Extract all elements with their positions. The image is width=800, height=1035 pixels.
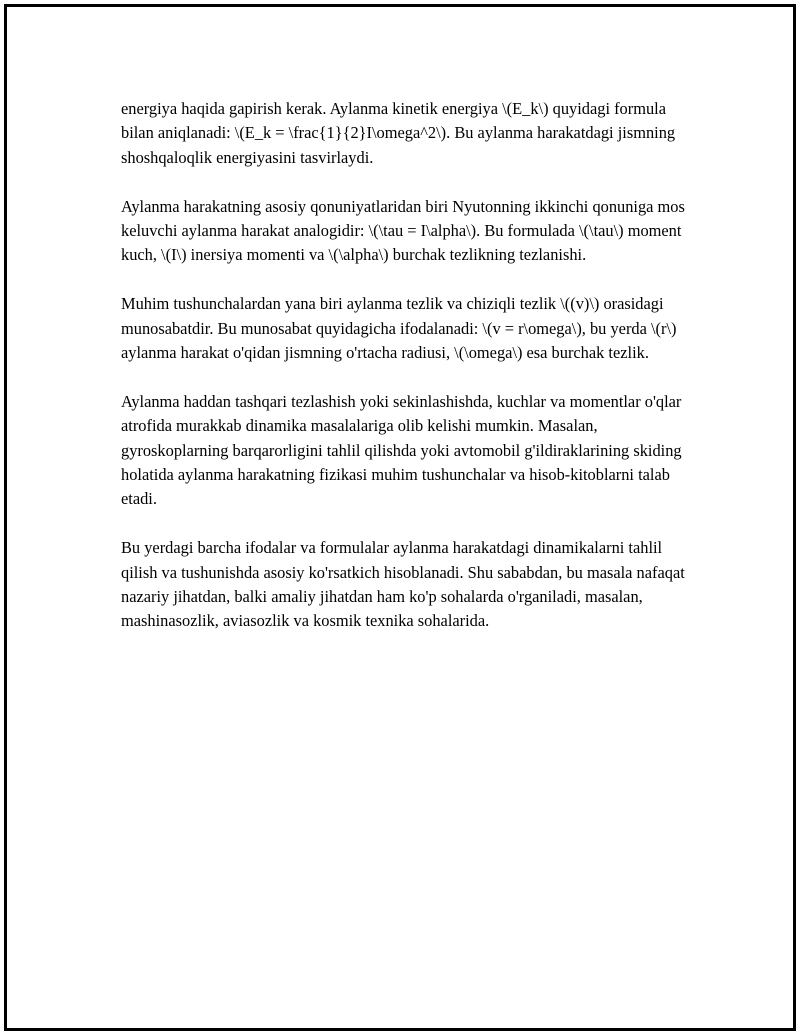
paragraph-2: Aylanma harakatning asosiy qonuniyatlaridan biri Nyutonning ikkinchi qonuniga mos keluvchi aylanma harakat analogidir: \(\tau = I\alpha\). Bu formulada \(\tau\) moment kuch, \(I\) inersiya momenti va \(\alpha\) burchak tezlikning tezlanishi.: [121, 196, 685, 265]
page-frame: [4, 4, 796, 1031]
paragraph-1: energiya haqida gapirish kerak. Aylanma kinetik energiya \(E_k\) quyidagi formula bilan aniqlanadi: \(E_k = \frac{1}{2}I\omega^2\). Bu aylanma harakatdagi jismning shoshqaloqlik energiyasini tasvirlaydi.: [121, 99, 676, 167]
paragraph-4: Aylanma haddan tashqari tezlashish yoki sekinlashishda, kuchlar va momentlar o'qlar atrofida murakkab dinamika masalalariga olib kelishi mumkin. Masalan, gyroskoplarning barqarorligini tahlil qilishda yoki avtomobil g'ildiraklarining skiding holatida aylanma harakatning fizikasi muhim tushunchalar va hisob-kitoblarni talab etadi.: [121, 391, 682, 509]
paragraph-5: Bu yerdagi barcha ifodalar va formulalar aylanma harakatdagi dinamikalarni tahlil qilish va tushunishda asosiy ko'rsatkich hisoblanadi. Shu sababdan, bu masala nafaqat nazariy jihatdan, balki amaliy jihatdan ham ko'p sohalarda o'rganiladi, masalan, mashinasozlik, aviasozlik va kosmik texnika sohalarida.: [121, 538, 685, 631]
paragraph-3: Muhim tushunchalardan yana biri aylanma tezlik va chiziqli tezlik \((v)\) orasidagi munosabatdir. Bu munosabat quyidagicha ifodalanadi: \(v = r\omega\), bu yerda \(r\) aylanma harakat o'qidan jismning o'rtacha radiusi, \(\omega\) esa burchak tezlik.: [121, 294, 677, 363]
document-body: [121, 97, 693, 658]
